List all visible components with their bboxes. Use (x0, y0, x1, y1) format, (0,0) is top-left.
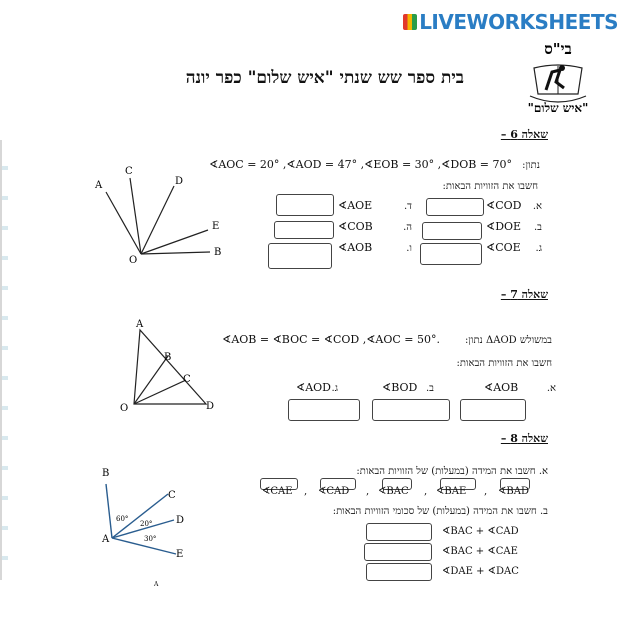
q6-label-E: E (212, 221, 220, 232)
q8-part-a: א. חשבו את המידה (במעלות) של הזוויות הבאות: (356, 466, 548, 477)
brand-name: LIVEWORKSHEETS (419, 10, 618, 34)
q7-item-angle-1: ∢AOB (484, 381, 519, 394)
q8a-angle-bad: ∢BAD (498, 486, 529, 497)
q6-answer-doe[interactable] (422, 222, 482, 240)
q8-label-C: C (168, 490, 176, 501)
q6-item-letter-6: ו. (406, 243, 412, 254)
page-edge (0, 140, 8, 580)
q7-label-O: O (120, 403, 129, 414)
q8a-angle-cae: ∢CAE (262, 486, 293, 497)
q8-angle-20: 20° (140, 520, 153, 528)
q7-label-C: C (183, 374, 191, 385)
q7-item-letter-1: א. (546, 383, 556, 394)
q6-item-letter-2: ב. (534, 222, 542, 233)
q6-label-B: B (214, 247, 222, 258)
q7-given: ∢AOB = ∢BOC = ∢COD ,∢AOC = 50°. (222, 333, 440, 346)
q6-answer-aoe[interactable] (276, 194, 334, 216)
q8-angle-30: 30° (144, 535, 157, 543)
q6-item-angle-5: ∢COB (338, 220, 373, 233)
q8a-sep-2: , (366, 486, 370, 497)
q8b-expr-2: ∢BAC + ∢CAE (442, 546, 518, 557)
q8-diagram (96, 462, 206, 592)
q8-label-D: D (176, 515, 185, 526)
q6-label-A: A (95, 180, 103, 191)
page-title: בית ספר שש שנתי "איש שלום" כפר יונה (185, 68, 464, 88)
q6-label-C: C (125, 166, 133, 177)
q8-label-B: B (102, 468, 110, 479)
q7-heading: שאלה 7 – (500, 288, 548, 301)
q7-answer-aob[interactable] (460, 399, 526, 421)
q7-answer-bod[interactable] (372, 399, 450, 421)
q8a-sep-3: , (424, 486, 428, 497)
q6-diagram (86, 162, 236, 274)
q7-item-angle-3: ∢AOD (296, 381, 331, 394)
school-logo (512, 38, 604, 114)
q8b-answer-3[interactable] (366, 563, 432, 581)
q7-diagram (116, 316, 222, 416)
q6-item-angle-1: ∢COD (486, 199, 522, 212)
q7-answer-aod[interactable] (288, 399, 360, 421)
brand (403, 10, 618, 34)
q8a-angle-cad: ∢CAD (318, 486, 350, 497)
q6-answer-cob[interactable] (274, 221, 334, 239)
q6-answer-cod[interactable] (426, 198, 484, 216)
school-logo-top: בי"ס (544, 40, 572, 58)
q7-label-A: A (136, 319, 144, 330)
q7-label-D: D (206, 401, 215, 412)
school-logo-bottom: "איש שלום" (527, 101, 589, 114)
q6-item-letter-5: ה. (403, 222, 412, 233)
q6-heading: שאלה 6 – (500, 128, 548, 141)
q8-label-E: E (176, 549, 184, 560)
q6-item-letter-3: ג. (535, 243, 542, 254)
liveworksheets-logo-icon (403, 14, 417, 30)
q6-label-D: D (175, 176, 184, 187)
q8b-expr-1: ∢BAC + ∢CAD (442, 526, 519, 537)
q8a-angle-bae: ∢BAE (436, 486, 467, 497)
q7-label-B: B (164, 352, 172, 363)
q6-given-label: נתון: (522, 160, 540, 171)
q8a-angle-bac: ∢BAC (378, 486, 409, 497)
q8-angle-60: 60° (116, 515, 129, 523)
q6-answer-coe[interactable] (420, 243, 482, 265)
q7-item-angle-2: ∢BOD (382, 381, 418, 394)
q8b-answer-2[interactable] (364, 543, 432, 561)
q8b-expr-3: ∢DAE + ∢DAC (442, 566, 519, 577)
q8a-sep-1: , (304, 486, 308, 497)
q8-label-A: A (102, 534, 110, 545)
q8-part-b: ב. חשבו את המידה (במעלות) של סכומי הזוויות הבאות: (332, 506, 548, 517)
q6-answer-aob[interactable] (268, 243, 332, 269)
q6-item-angle-3: ∢COE (486, 241, 521, 254)
q6-item-angle-2: ∢DOE (486, 220, 522, 233)
q6-instruction: חשבו את הזוויות הבאות: (442, 181, 538, 192)
q7-item-letter-2: ב. (426, 383, 434, 394)
q6-item-angle-6: ∢AOB (338, 241, 373, 254)
q8a-sep-4: , (484, 486, 488, 497)
q6-label-O: O (129, 255, 138, 266)
q8-label-foot: A (154, 581, 159, 588)
q6-item-letter-1: א. (532, 201, 542, 212)
q7-item-letter-3: ג. (331, 383, 338, 394)
q6-item-angle-4: ∢AOE (338, 199, 373, 212)
q6-item-letter-4: ד. (404, 201, 412, 212)
q7-given-prefix: במשולש ΔAOD נתון: (464, 335, 552, 346)
q6-given: ∢AOC = 20° ,∢AOD = 47° ,∢EOB = 30° ,∢DOB = 70° (209, 158, 512, 171)
q8-heading: שאלה 8 – (500, 432, 548, 445)
q7-instruction: חשבו את הזוויות הבאות: (456, 358, 552, 369)
q8b-answer-1[interactable] (366, 523, 432, 541)
